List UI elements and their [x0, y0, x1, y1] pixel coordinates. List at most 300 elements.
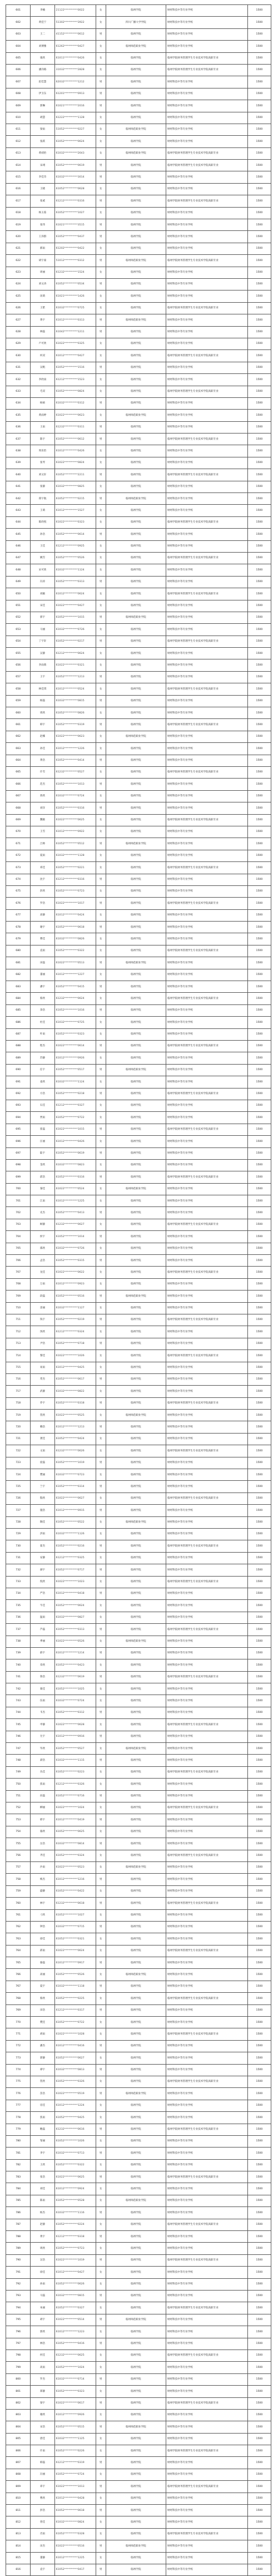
row-number-cell: 733: [6, 1576, 31, 1588]
amount-cell: 1500: [247, 2267, 271, 2278]
school-name-cell: 临州学院: [106, 112, 166, 124]
id-number-cell: 61052**********0526: [54, 1969, 96, 1981]
amount-cell: 1500: [247, 1695, 271, 1707]
amount-cell: 1500: [247, 1004, 271, 1016]
id-number-cell: 61032**********0825: [54, 481, 96, 492]
id-number-cell: 61052**********1015: [54, 612, 96, 623]
school-name-cell: 临州学院: [106, 386, 166, 397]
gender-cell: 男: [96, 981, 106, 993]
student-name-cell: 夏宇: [31, 1981, 54, 1992]
amount-cell: 1500: [247, 1171, 271, 1183]
amount-cell: 1500: [247, 1088, 271, 1100]
row-number-cell: 774: [6, 2064, 31, 2076]
gender-cell: 男: [96, 1814, 106, 1826]
gender-cell: 男: [96, 2124, 106, 2135]
major-name-cell: 财经科技中等专业学校: [166, 1529, 247, 1540]
school-name-cell: 临州学院: [106, 529, 166, 540]
row-number-cell: 751: [6, 1790, 31, 1802]
row-number-cell: 629: [6, 338, 31, 349]
gender-cell: 女: [96, 1826, 106, 1838]
amount-cell: 1500: [247, 112, 271, 124]
student-name-cell: 黄雨婷: [31, 410, 54, 421]
student-name-cell: 张伟: [31, 219, 54, 231]
row-number-cell: 748: [6, 1755, 31, 1766]
gender-cell: 女: [96, 1159, 106, 1171]
gender-cell: 女: [96, 731, 106, 742]
student-name-cell: 葛佳: [31, 1683, 54, 1695]
school-name-cell: 临州学院: [106, 671, 166, 683]
gender-cell: 女: [96, 207, 106, 219]
gender-cell: 女: [96, 2195, 106, 2206]
id-number-cell: 61052**********2211: [54, 469, 96, 481]
student-name-cell: 龙佳: [31, 1267, 54, 1278]
major-name-cell: 财经科技中等专业学校: [166, 481, 247, 492]
id-number-cell: 61032**********0724: [54, 790, 96, 802]
student-name-cell: 翟杰: [31, 1540, 54, 1552]
major-name-cell: 财经科技中等专业学校: [166, 1100, 247, 1111]
student-name-cell: 黄浩: [31, 755, 54, 766]
major-name-cell: 临州学院财务管理学生专业技术学院高职专业: [166, 719, 247, 731]
major-name-cell: 临州学院财务管理学生专业技术学院高职专业: [166, 1397, 247, 1409]
table-row: [6, 2100, 271, 2111]
student-name-cell: 郭欣: [31, 2326, 54, 2338]
row-number-cell: 691: [6, 1076, 31, 1088]
table-row: [6, 1219, 271, 1230]
school-name-cell: 临州学院: [106, 576, 166, 588]
table-row: [6, 1338, 271, 1349]
major-name-cell: 财经科技中等专业学校: [166, 2135, 247, 2147]
table-row: [6, 838, 271, 850]
amount-cell: 1500: [247, 1481, 271, 1493]
table-row: [6, 1267, 271, 1278]
student-name-cell: 贺欣: [31, 2076, 54, 2087]
row-number-cell: 639: [6, 457, 31, 469]
table-row: [6, 1291, 271, 1302]
id-number-cell: 61052**********0722: [54, 2017, 96, 2028]
student-name-cell: 盛静: [31, 1885, 54, 1897]
amount-cell: 1500: [247, 1933, 271, 1945]
school-name-cell: 临州学院: [106, 1397, 166, 1409]
amount-cell: 1500: [247, 516, 271, 528]
table-row: [6, 1064, 271, 1076]
id-number-cell: 61022**********0628: [54, 1719, 96, 1731]
major-name-cell: 财经科技中等专业学校: [166, 779, 247, 790]
major-name-cell: 财经科技中等专业学校: [166, 1861, 247, 1873]
id-number-cell: 61052**********0327: [54, 2302, 96, 2314]
gender-cell: 男: [96, 612, 106, 623]
school-name-cell: 临州学院: [106, 945, 166, 957]
major-name-cell: 财经科技中等专业学校: [166, 243, 247, 254]
table-row: [6, 278, 271, 290]
gender-cell: 女: [96, 1136, 106, 1147]
major-name-cell: 临州学院财务管理学生专业技术学院高职专业: [166, 2302, 247, 2314]
amount-cell: 1500: [247, 2445, 271, 2457]
gender-cell: 女: [96, 707, 106, 719]
gender-cell: 女: [96, 564, 106, 576]
school-name-cell: 临州师范职业学院: [106, 1743, 166, 1755]
row-number-cell: 718: [6, 1397, 31, 1409]
amount-cell: 1500: [247, 1159, 271, 1171]
id-number-cell: 61052**********0614: [54, 529, 96, 540]
school-name-cell: 临州学院: [106, 1993, 166, 2004]
gender-cell: 男: [96, 2421, 106, 2433]
amount-cell: 1500: [247, 278, 271, 290]
id-number-cell: 61232**********0619: [54, 1671, 96, 1683]
major-name-cell: 财经科技中等专业学校: [166, 1743, 247, 1755]
major-name-cell: 财经科技中等专业学校: [166, 1505, 247, 1516]
amount-cell: 1500: [247, 1278, 271, 1290]
student-name-cell: 赵静: [31, 2219, 54, 2230]
major-name-cell: 财经科技中等专业学校: [166, 421, 247, 433]
table-row: [6, 41, 271, 52]
row-number-cell: 603: [6, 28, 31, 40]
major-name-cell: 财经科技中等专业学校: [166, 338, 247, 349]
row-number-cell: 735: [6, 1600, 31, 1612]
student-name-cell: 赵娜: [31, 731, 54, 742]
row-number-cell: 637: [6, 434, 31, 445]
major-name-cell: 财经科技中等专业学校: [166, 326, 247, 338]
school-name-cell: 临州学院: [106, 160, 166, 171]
id-number-cell: 61012**********0624: [54, 588, 96, 600]
amount-cell: 1500: [247, 2373, 271, 2385]
student-name-cell: 张琴: [31, 457, 54, 469]
school-name-cell: 临州学院: [106, 874, 166, 885]
gender-cell: 男: [96, 802, 106, 814]
table-row: [6, 576, 271, 588]
amount-cell: 1500: [247, 1957, 271, 1969]
row-number-cell: 715: [6, 1362, 31, 1373]
student-name-cell: 张浩: [31, 2171, 54, 2183]
amount-cell: 1500: [247, 850, 271, 861]
id-number-cell: 61022**********0824: [54, 457, 96, 469]
gender-cell: 男: [96, 1147, 106, 1159]
amount-cell: 1500: [247, 2207, 271, 2219]
amount-cell: 1500: [247, 1898, 271, 1909]
major-name-cell: 临州学院财务管理学生专业技术学院高职专业: [166, 2528, 247, 2540]
id-number-cell: 61022**********1017: [54, 898, 96, 909]
school-name-cell: 临州学院: [106, 1898, 166, 1909]
row-number-cell: 663: [6, 743, 31, 755]
id-number-cell: 61032**********1128: [54, 850, 96, 861]
gender-cell: 男: [96, 1064, 106, 1076]
gender-cell: 男: [96, 434, 106, 445]
id-number-cell: 61052**********1213: [54, 671, 96, 683]
amount-cell: 1500: [247, 2278, 271, 2290]
id-number-cell: 61032**********0726: [54, 624, 96, 636]
major-name-cell: 财经科技中等专业学校: [166, 1362, 247, 1373]
id-number-cell: 61021**********2016: [54, 100, 96, 112]
school-name-cell: 临州学院: [106, 1576, 166, 1588]
school-name-cell: 临州学院: [106, 1885, 166, 1897]
major-name-cell: 财经科技中等专业学校: [166, 112, 247, 124]
major-name-cell: 财经科技中等专业学校: [166, 790, 247, 802]
row-number-cell: 685: [6, 1004, 31, 1016]
school-name-cell: 临州学院: [106, 790, 166, 802]
table-row: [6, 1207, 271, 1219]
row-number-cell: 701: [6, 1195, 31, 1207]
table-row: [6, 326, 271, 338]
school-name-cell: 临州师范职业学院: [106, 2088, 166, 2100]
id-number-cell: 61052**********0528: [54, 2195, 96, 2206]
amount-cell: 1500: [247, 362, 271, 373]
major-name-cell: 临州学院财务管理学生专业技术学院高职专业: [166, 2124, 247, 2135]
major-name-cell: 财经科技中等专业学校: [166, 909, 247, 921]
amount-cell: 1500: [247, 76, 271, 88]
gender-cell: 女: [96, 909, 106, 921]
amount-cell: 1500: [247, 1671, 271, 1683]
row-number-cell: 796: [6, 2326, 31, 2338]
major-name-cell: 财经科技中等专业学校: [166, 922, 247, 933]
row-number-cell: 697: [6, 1147, 31, 1159]
major-name-cell: 财经科技中等专业学校: [166, 1255, 247, 1267]
gender-cell: 女: [96, 1112, 106, 1124]
row-number-cell: 725: [6, 1481, 31, 1493]
major-name-cell: 财经科技中等专业学校: [166, 731, 247, 742]
amount-cell: 1500: [247, 779, 271, 790]
id-number-cell: 61201**********0913: [54, 88, 96, 100]
id-number-cell: 61032**********0822: [54, 1386, 96, 1397]
major-name-cell: 财经科技中等专业学校: [166, 1481, 247, 1493]
amount-cell: 1500: [247, 802, 271, 814]
gender-cell: 女: [96, 969, 106, 981]
table-row: [6, 136, 271, 147]
row-number-cell: 799: [6, 2362, 31, 2373]
major-name-cell: 财经科技中等专业学校: [166, 171, 247, 183]
gender-cell: 男: [96, 2207, 106, 2219]
school-name-cell: 临州学院: [106, 52, 166, 64]
table-row: [6, 255, 271, 267]
amount-cell: 1500: [247, 2076, 271, 2087]
school-name-cell: 临州学院: [106, 2219, 166, 2230]
amount-cell: 1500: [247, 1362, 271, 1373]
amount-cell: 1500: [247, 1850, 271, 1861]
row-number-cell: 622: [6, 255, 31, 267]
amount-cell: 1500: [247, 207, 271, 219]
row-number-cell: 695: [6, 1124, 31, 1135]
major-name-cell: 财经科技中等专业学校: [166, 755, 247, 766]
amount-cell: 1500: [247, 469, 271, 481]
major-name-cell: 临州学院财务管理学生专业技术学院高职专业: [166, 2219, 247, 2230]
school-name-cell: 临州学院: [106, 1195, 166, 1207]
major-name-cell: 财经科技中等专业学校: [166, 1779, 247, 1790]
id-number-cell: 61012**********0916: [54, 1731, 96, 1742]
id-number-cell: 61012**********0427: [54, 350, 96, 362]
table-row: [6, 1505, 271, 1516]
amount-cell: 1500: [247, 1529, 271, 1540]
amount-cell: 1500: [247, 17, 271, 28]
school-name-cell: 临州学院: [106, 1921, 166, 1933]
school-name-cell: 临州学院: [106, 1933, 166, 1945]
id-number-cell: 61052**********0718: [54, 1338, 96, 1349]
id-number-cell: 61052**********0526: [54, 552, 96, 564]
amount-cell: 1500: [247, 2254, 271, 2266]
row-number-cell: 679: [6, 933, 31, 945]
student-name-cell: 魏敏: [31, 814, 54, 826]
school-name-cell: 临州学院: [106, 1017, 166, 1028]
id-number-cell: 61052**********0627: [54, 2052, 96, 2064]
major-name-cell: 临州学院财务管理学生专业技术学院高职专业: [166, 1624, 247, 1636]
student-name-cell: 刘文轩: [31, 469, 54, 481]
student-name-cell: 蔡欣: [31, 993, 54, 1004]
student-name-cell: 梅杰: [31, 1874, 54, 1885]
amount-cell: 1500: [247, 434, 271, 445]
id-number-cell: 61012**********1214: [54, 1647, 96, 1659]
table-row: [6, 2350, 271, 2361]
major-name-cell: 财经科技中等专业学校: [166, 1755, 247, 1766]
amount-cell: 1500: [247, 1564, 271, 1576]
school-name-cell: 临州师范职业学院: [106, 41, 166, 52]
table-row: [6, 695, 271, 707]
row-number-cell: 742: [6, 1683, 31, 1695]
student-name-cell: 雷丽: [31, 1302, 54, 1314]
id-number-cell: 61032**********1126: [54, 1529, 96, 1540]
table-row: [6, 1124, 271, 1135]
school-name-cell: 临州学院: [106, 338, 166, 349]
amount-cell: 1500: [247, 2243, 271, 2254]
id-number-cell: 61052**********0522: [54, 1516, 96, 1528]
gender-cell: 男: [96, 1540, 106, 1552]
amount-cell: 1500: [247, 2528, 271, 2540]
table-row: [6, 850, 271, 861]
id-number-cell: 61032**********2643: [54, 147, 96, 159]
major-name-cell: 财经科技中等专业学校: [166, 2505, 247, 2516]
gender-cell: 男: [96, 231, 106, 243]
id-number-cell: 61212**********0327: [54, 1100, 96, 1111]
school-name-cell: 临州学院: [106, 1421, 166, 1433]
major-name-cell: 财经科技中等专业学校: [166, 1814, 247, 1826]
gender-cell: 男: [96, 195, 106, 207]
major-name-cell: 财经科技中等专业学校: [166, 28, 247, 40]
gender-cell: 男: [96, 838, 106, 850]
gender-cell: 女: [96, 2350, 106, 2361]
student-name-cell: 蒋欣: [31, 790, 54, 802]
table-row: [6, 600, 271, 612]
student-name-cell: 潘宇: [31, 981, 54, 993]
table-row: [6, 1933, 271, 1945]
amount-cell: 1500: [247, 2481, 271, 2493]
gender-cell: 男: [96, 2004, 106, 2016]
id-number-cell: 61012**********1213: [54, 1421, 96, 1433]
student-name-cell: 房佳: [31, 2100, 54, 2111]
student-name-cell: 陆宇: [31, 1147, 54, 1159]
id-number-cell: 61012**********0926: [54, 1052, 96, 1064]
id-number-cell: 61052**********1026: [54, 2135, 96, 2147]
gender-cell: 女: [96, 1861, 106, 1873]
student-name-cell: 钱宇: [31, 1314, 54, 1326]
school-name-cell: 临州学院: [106, 2278, 166, 2290]
row-number-cell: 634: [6, 397, 31, 409]
table-row: [6, 434, 271, 445]
gender-cell: 男: [96, 2314, 106, 2326]
row-number-cell: 778: [6, 2112, 31, 2124]
id-number-cell: 61022**********0624: [54, 1945, 96, 1957]
amount-cell: 1500: [247, 1421, 271, 1433]
major-name-cell: 临州学院财务管理学生专业技术学院高职专业: [166, 516, 247, 528]
row-number-cell: 787: [6, 2219, 31, 2230]
school-name-cell: 临州师范职业学院: [106, 2195, 166, 2206]
amount-cell: 1500: [247, 2469, 271, 2480]
amount-cell: 1500: [247, 1040, 271, 1052]
major-name-cell: 临州学院财务管理学生专业技术学院高职专业: [166, 1124, 247, 1135]
table-row: [6, 1040, 271, 1052]
major-name-cell: 财经科技中等专业学校: [166, 41, 247, 52]
student-name-cell: 杨玉茹: [31, 207, 54, 219]
row-number-cell: 732: [6, 1564, 31, 1576]
table-row: [6, 2254, 271, 2266]
gender-cell: 女: [96, 1933, 106, 1945]
id-number-cell: 61052**********1027: [54, 1909, 96, 1921]
table-row: [6, 564, 271, 576]
row-number-cell: 726: [6, 1493, 31, 1504]
id-number-cell: 61052**********0534: [54, 278, 96, 290]
school-name-cell: 临州学院: [106, 1600, 166, 1612]
major-name-cell: 财经科技中等专业学校: [166, 659, 247, 671]
school-name-cell: 临州学院: [106, 969, 166, 981]
student-name-cell: 苗浩: [31, 2088, 54, 2100]
major-name-cell: 财经科技中等专业学校: [166, 2243, 247, 2254]
amount-cell: 1500: [247, 183, 271, 195]
id-number-cell: 61032**********1125: [54, 2433, 96, 2445]
student-name-cell: 何双: [31, 350, 54, 362]
amount-cell: 1500: [247, 2124, 271, 2135]
amount-cell: 1500: [247, 1624, 271, 1636]
row-number-cell: 614: [6, 160, 31, 171]
school-name-cell: 临州学院: [106, 1136, 166, 1147]
major-name-cell: 财经科技中等专业学校: [166, 1410, 247, 1421]
amount-cell: 1500: [247, 493, 271, 505]
table-row: [6, 707, 271, 719]
major-name-cell: 财经科技中等专业学校: [166, 1159, 247, 1171]
id-number-cell: 61212**********0317: [54, 2004, 96, 2016]
id-number-cell: 61052**********0527: [54, 1743, 96, 1755]
amount-cell: 1500: [247, 1397, 271, 1409]
amount-cell: 1500: [247, 1766, 271, 1778]
row-number-cell: 814: [6, 2540, 31, 2552]
gender-cell: 男: [96, 529, 106, 540]
major-name-cell: 临州学院财务管理学生专业技术学院高职专业: [166, 52, 247, 64]
id-number-cell: 61052**********1016: [54, 1004, 96, 1016]
table-row: [6, 1052, 271, 1064]
student-name-cell: 孟浩: [31, 1255, 54, 1267]
table-row: [6, 885, 271, 897]
amount-cell: 1500: [247, 481, 271, 492]
major-name-cell: 财经科技中等专业学校: [166, 457, 247, 469]
gender-cell: 女: [96, 2267, 106, 2278]
amount-cell: 1500: [247, 2397, 271, 2409]
amount-cell: 1500: [247, 993, 271, 1004]
row-number-cell: 642: [6, 493, 31, 505]
school-name-cell: 临州学院: [106, 2493, 166, 2504]
table-row: [6, 516, 271, 528]
gender-cell: 女: [96, 2076, 106, 2087]
id-number-cell: 61212**********1523: [54, 374, 96, 386]
gender-cell: 女: [96, 136, 106, 147]
id-number-cell: 61012**********0426: [54, 1136, 96, 1147]
student-name-cell: 严浩: [31, 1588, 54, 1599]
major-name-cell: 财经科技中等专业学校: [166, 2052, 247, 2064]
table-row: [6, 1612, 271, 1623]
table-row: [6, 183, 271, 195]
school-name-cell: 临州学院: [106, 397, 166, 409]
major-name-cell: 财经科技中等专业学校: [166, 612, 247, 623]
student-name-cell: 高静: [31, 909, 54, 921]
major-name-cell: 财经科技中等专业学校: [166, 2207, 247, 2219]
table-row: [6, 2457, 271, 2469]
row-number-cell: 759: [6, 1885, 31, 1897]
school-name-cell: 临州学院: [106, 2433, 166, 2445]
school-name-cell: 临州学院: [106, 719, 166, 731]
student-name-cell: 许雪: [31, 767, 54, 779]
